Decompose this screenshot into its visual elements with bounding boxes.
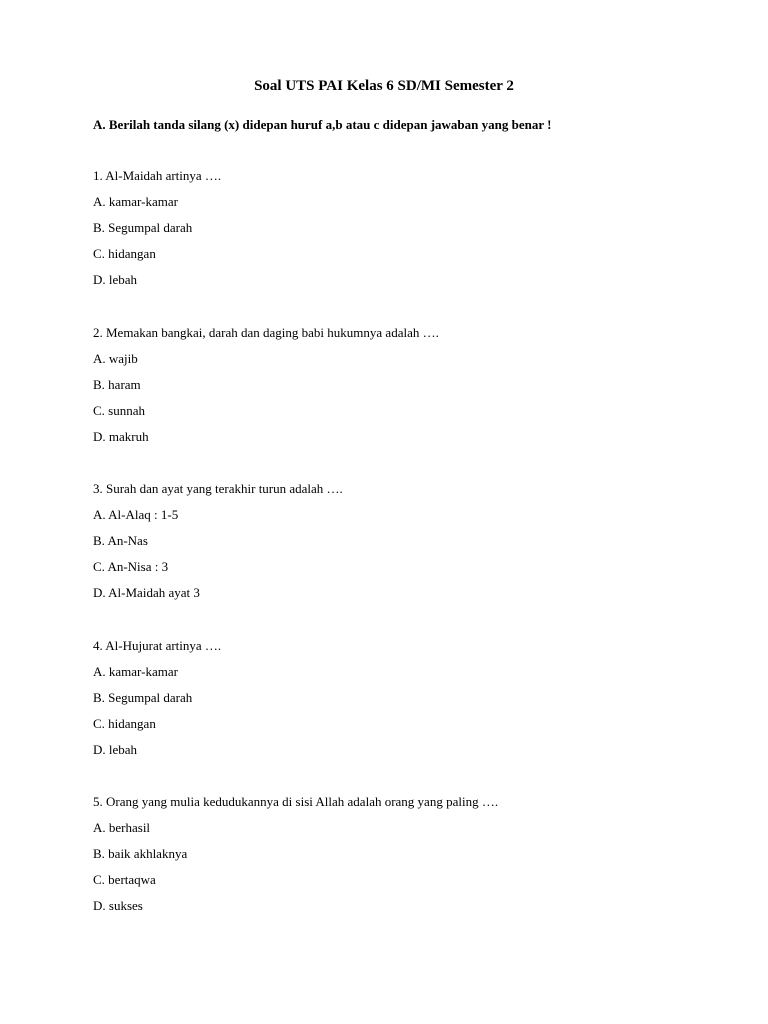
answer-option-b: B. baik akhlaknya — [93, 846, 188, 862]
answer-option-a: A. kamar-kamar — [93, 663, 178, 679]
question-3 — [93, 479, 713, 636]
question-1 — [93, 166, 713, 323]
question-text: 2. Memakan bangkai, darah dan daging babi hukumnya adalah …. — [93, 324, 439, 340]
answer-option-c: C. hidangan — [93, 715, 156, 731]
answer-option-b: B. haram — [93, 376, 141, 392]
instruction-text: A. Berilah tanda silang (x) didepan huruf a,b atau c didepan jawaban yang benar ! — [93, 117, 552, 132]
answer-option-d: D. sukses — [93, 898, 143, 914]
question-list — [93, 166, 713, 949]
question-4 — [93, 636, 713, 793]
question-5 — [93, 792, 713, 949]
question-text: 3. Surah dan ayat yang terakhir turun adalah …. — [93, 481, 343, 497]
answer-option-c: C. bertaqwa — [93, 872, 156, 888]
answer-option-c: C. An-Nisa : 3 — [93, 559, 169, 575]
answer-option-c: C. sunnah — [93, 402, 145, 418]
question-text: 5. Orang yang mulia kedudukannya di sisi Allah adalah orang yang paling …. — [93, 794, 499, 810]
answer-option-d: D. Al-Maidah ayat 3 — [93, 585, 200, 601]
answer-option-b: B. An-Nas — [93, 533, 148, 549]
question-text: 1. Al-Maidah artinya …. — [93, 168, 222, 183]
question-2 — [93, 323, 713, 480]
answer-option-a: A. berhasil — [93, 820, 151, 836]
answer-option-a: A. wajib — [93, 350, 138, 366]
answer-option-a: A. Al-Alaq : 1-5 — [93, 507, 179, 523]
answer-option-d: D. makruh — [93, 428, 149, 444]
answer-option-b: B. Segumpal darah — [93, 220, 193, 235]
question-text: 4. Al-Hujurat artinya …. — [93, 637, 222, 653]
answer-option-b: B. Segumpal darah — [93, 689, 193, 705]
answer-option-d: D. lebah — [93, 741, 138, 757]
answer-option-d: D. lebah — [93, 272, 138, 287]
answer-option-c: C. hidangan — [93, 246, 156, 261]
page-title: Soal UTS PAI Kelas 6 SD/MI Semester 2 — [254, 78, 514, 94]
answer-option-a: A. kamar-kamar — [93, 194, 178, 209]
